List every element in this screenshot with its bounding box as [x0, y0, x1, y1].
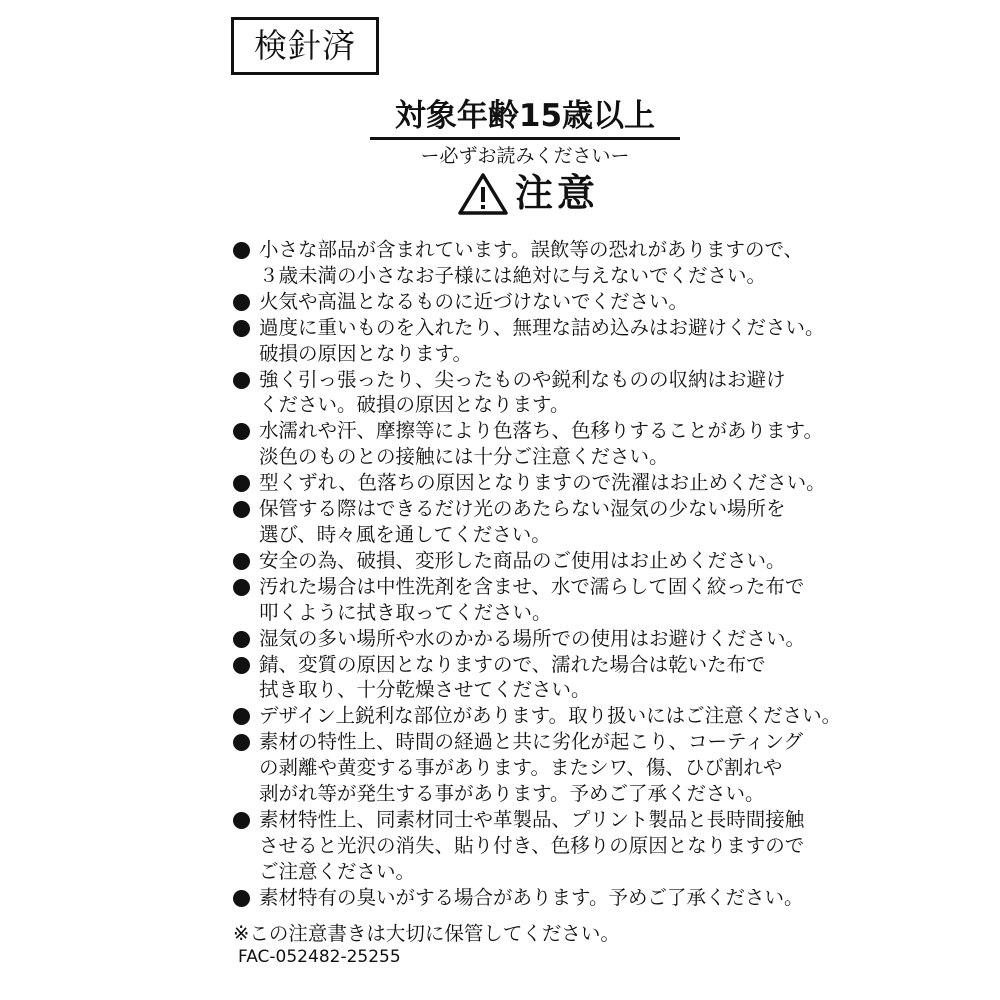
caution-item: [233, 496, 823, 548]
caution-item: [233, 289, 823, 315]
caution-item-line: 淡色のものとの接触には十分ご注意ください。: [259, 445, 669, 469]
age-title-underline: [370, 137, 680, 140]
bullet-dot-icon: [233, 553, 250, 570]
caution-item: [233, 574, 823, 626]
caution-item: [233, 703, 842, 729]
caution-item-line: の剥離や黄変する事があります。またシワ、傷、ひび割れや: [259, 756, 783, 780]
caution-item-line: 湿気の多い場所や水のかかる場所での使用はお避けください。: [259, 626, 806, 650]
caution-item-line: 剥がれ等が発生する事があります。予めご了承ください。: [259, 782, 765, 806]
bullet-dot-icon: [233, 501, 250, 518]
caution-item: [233, 807, 823, 885]
caution-item-line: 小さな部品が含まれています。誤飲等の恐れがありますので、: [259, 238, 804, 261]
please-read-notice: ー必ずお読みくださいー: [420, 145, 630, 167]
keep-notice: ※この注意書きは大切に保管してください。: [233, 922, 620, 945]
bullet-dot-icon: [233, 890, 250, 907]
caution-item-line: 拭き取り、十分乾燥させてください。: [259, 678, 591, 702]
caution-item-line: ３歳未満の小さなお子様には絶対に与えないでください。: [259, 263, 767, 287]
caution-item-line: ください。破損の原因となります。: [259, 393, 570, 417]
caution-item: [233, 315, 823, 367]
bullet-dot-icon: [233, 579, 250, 596]
caution-item-line: 水濡れや汗、摩擦等により色落ち、色移りすることがあります。: [259, 419, 823, 443]
bullet-dot-icon: [233, 320, 250, 337]
bullet-dot-icon: [233, 372, 250, 389]
product-code: FAC-052482-25255: [238, 947, 401, 967]
bullet-dot-icon: [233, 734, 250, 751]
caution-item: [233, 237, 823, 289]
caution-item-line: 破損の原因となります。: [259, 341, 472, 365]
bullet-dot-icon: [233, 423, 250, 440]
age-requirement-title: 対象年齢15歳以上: [394, 98, 656, 134]
caution-item-line: 強く引っ張ったり、尖ったものや鋭利なものの収納はお避け: [259, 367, 786, 391]
caution-item-line: させると光沢の消失、貼り付き、色移りの原因となりますので: [259, 833, 805, 857]
caution-item-line: 汚れた場合は中性洗剤を含ませ、水で濡らして固く絞った布で: [259, 574, 805, 598]
caution-item-line: デザイン上鋭利な部位があります。取り扱いにはご注意ください。: [259, 704, 842, 728]
caution-item: [233, 652, 823, 704]
bullet-dot-icon: [233, 475, 250, 492]
caution-item-line: 過度に重いものを入れたり、無理な詰め込みはお避けください。: [259, 315, 825, 339]
caution-item-line: 安全の為、破損、変形した商品のご使用はお止めください。: [259, 548, 786, 572]
caution-item-line: 叩くように拭き取ってください。: [259, 600, 552, 624]
bullet-dot-icon: [233, 657, 250, 674]
inspection-stamp: [231, 17, 379, 75]
caution-item: [233, 367, 823, 419]
caution-item: [233, 470, 826, 496]
warning-triangle-icon: [457, 172, 509, 216]
caution-item-line: ご注意ください。: [259, 859, 416, 883]
caution-item: [233, 729, 823, 807]
bullet-dot-icon: [233, 708, 250, 725]
bullet-dot-icon: [233, 294, 250, 311]
caution-item: [233, 418, 823, 470]
caution-item: [233, 626, 823, 652]
inspection-stamp-label: 検針済: [254, 26, 356, 65]
bullet-dot-icon: [233, 631, 250, 648]
bullet-dot-icon: [233, 812, 250, 829]
caution-item: [233, 548, 823, 574]
caution-item-line: 素材の特性上、時間の経過と共に劣化が起こり、コーティング: [259, 730, 804, 754]
caution-item-line: 素材特性上、同素材同士や革製品、プリント製品と長時間接触: [259, 807, 805, 831]
caution-item-line: 保管する際はできるだけ光のあたらない湿気の少ない場所を: [259, 497, 786, 521]
bullet-dot-icon: [233, 242, 250, 259]
caution-item-line: 型くずれ、色落ちの原因となりますので洗濯はお止めください。: [259, 471, 826, 495]
caution-item-line: 選び、時々風を通してください。: [259, 522, 551, 546]
caution-item: [233, 885, 823, 911]
caution-heading: 注意: [515, 171, 600, 215]
caution-item-line: 錆、変質の原因となりますので、濡れた場合は乾いた布で: [259, 652, 766, 676]
caution-item-line: 火気や高温となるものに近づけないでください。: [259, 289, 689, 313]
caution-item-line: 素材特有の臭いがする場合があります。予めご了承ください。: [259, 885, 804, 909]
caution-list: [233, 237, 842, 911]
